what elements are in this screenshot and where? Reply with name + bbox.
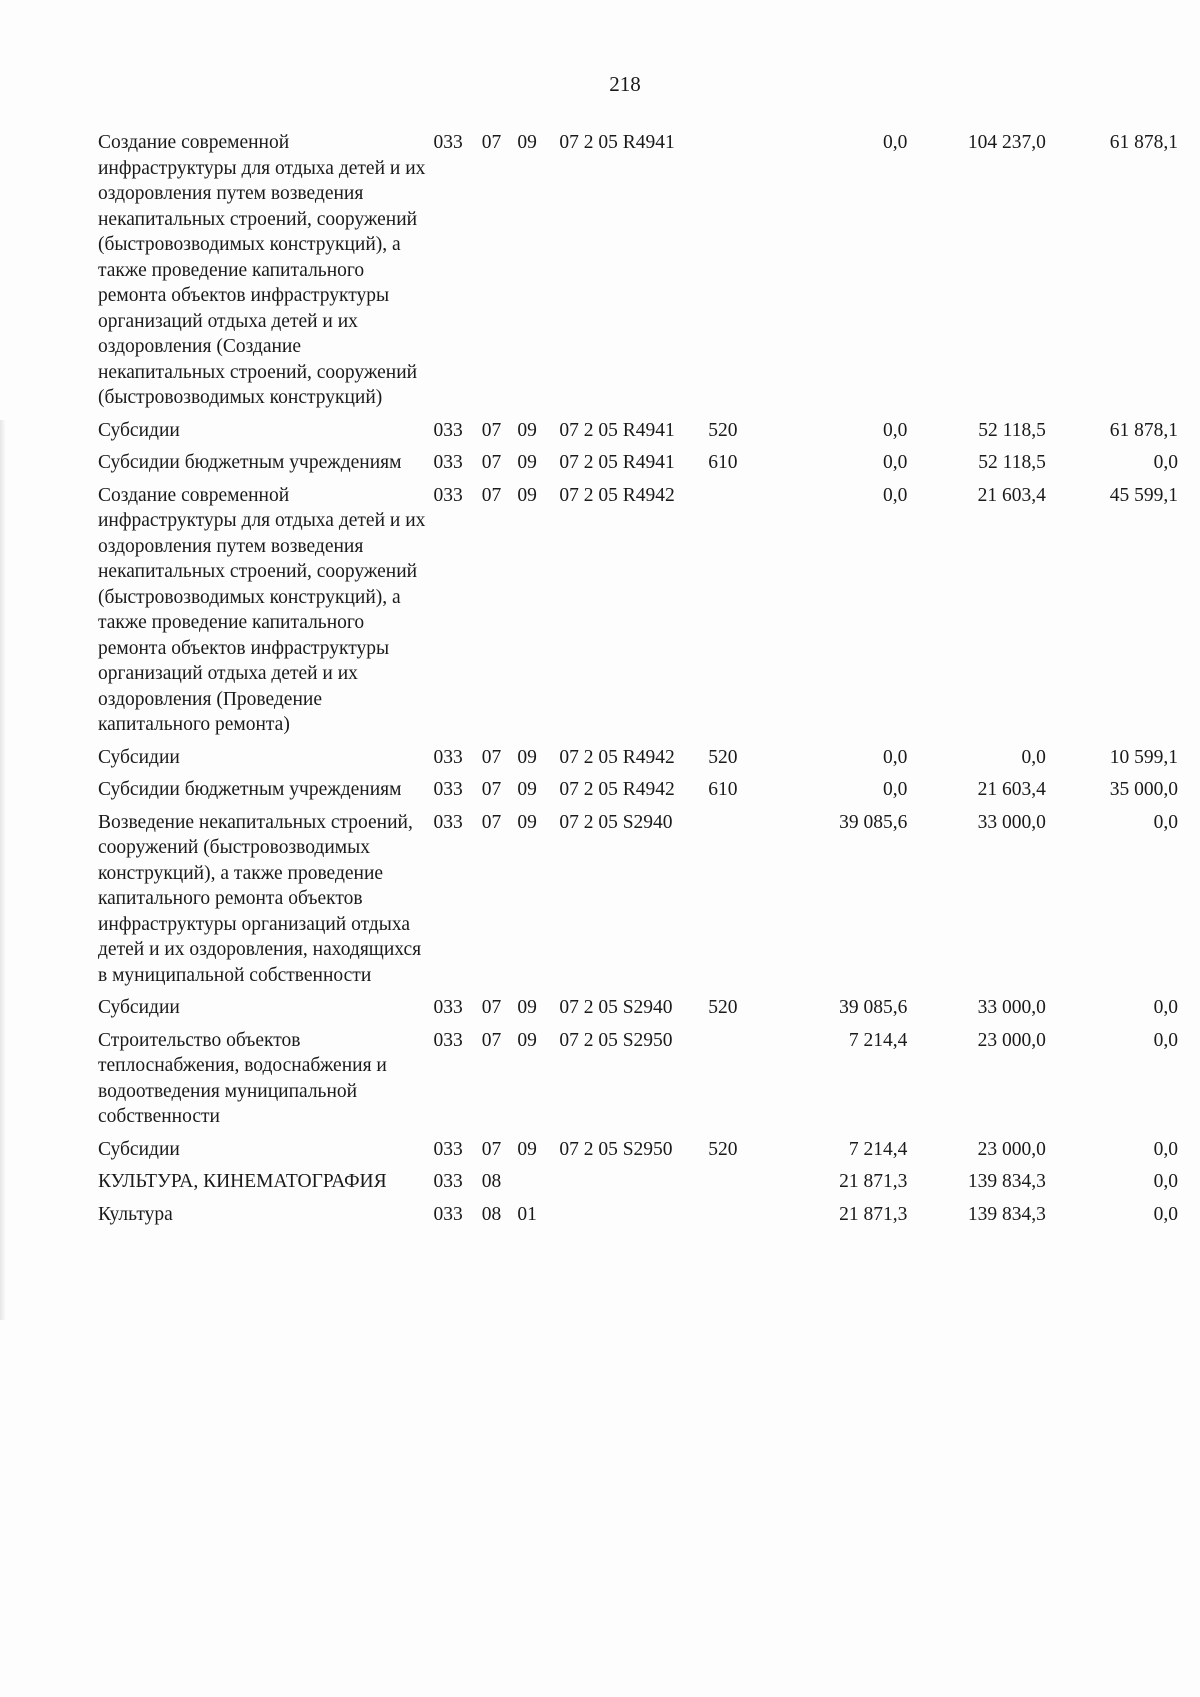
row-name: Субсидии bbox=[98, 419, 180, 441]
row-value-1: 0,0 bbox=[883, 132, 908, 153]
row-name: Культура bbox=[98, 1203, 173, 1225]
row-grbs-code: 033 bbox=[433, 1138, 463, 1160]
row-section: 07 bbox=[481, 452, 502, 473]
row-subsection: 01 bbox=[517, 1203, 537, 1225]
row-subsection: 09 bbox=[517, 997, 537, 1018]
row-expense-type: 520 bbox=[708, 1138, 738, 1160]
row-grbs-code: 033 bbox=[433, 1171, 463, 1192]
row-target-article: 07 2 05 S2950 bbox=[559, 1138, 673, 1160]
row-value-1: 0,0 bbox=[883, 746, 908, 768]
row-value-3: 0,0 bbox=[1153, 1029, 1178, 1051]
row-value-2: 33 000,0 bbox=[977, 811, 1046, 833]
table-row bbox=[98, 450, 1178, 483]
row-value-1: 39 085,6 bbox=[839, 997, 908, 1018]
row-value-1: 21 871,3 bbox=[839, 1203, 908, 1225]
table-row bbox=[98, 418, 1178, 451]
row-value-2: 52 118,5 bbox=[978, 419, 1046, 441]
row-name: Создание современной инфраструктуры для отдыха детей и их оздоровления путем возведения некапитальных строений, сооружений (быстровозводимых конструкций), а также проведение капитального ремонта объектов инфраструктуры организаций отдыха детей и их оздоровления (Проведение капитального ремонта) bbox=[98, 484, 426, 735]
row-value-2: 139 834,3 bbox=[967, 1203, 1046, 1225]
row-value-1: 0,0 bbox=[883, 419, 908, 441]
row-value-2: 139 834,3 bbox=[967, 1171, 1046, 1192]
row-expense-type bbox=[708, 810, 760, 996]
row-value-2: 23 000,0 bbox=[977, 1138, 1046, 1160]
row-name: Субсидии bbox=[98, 997, 180, 1018]
row-subsection: 09 bbox=[517, 811, 537, 833]
row-section: 07 bbox=[481, 419, 502, 441]
row-expense-type: 610 bbox=[708, 779, 738, 800]
row-grbs-code: 033 bbox=[433, 1029, 463, 1051]
row-subsection: 09 bbox=[517, 484, 537, 506]
row-subsection: 09 bbox=[517, 779, 537, 800]
row-expense-type bbox=[708, 1028, 760, 1137]
row-name: Субсидии bbox=[98, 746, 180, 768]
table-row bbox=[98, 1137, 1178, 1170]
row-value-1: 7 214,4 bbox=[848, 1138, 908, 1160]
row-value-2: 21 603,4 bbox=[977, 484, 1046, 506]
table-row bbox=[98, 995, 1178, 1028]
row-target-article: 07 2 05 R4941 bbox=[559, 132, 675, 153]
row-value-3: 0,0 bbox=[1153, 452, 1178, 473]
row-subsection: 09 bbox=[517, 132, 537, 153]
table-row bbox=[98, 777, 1178, 810]
row-grbs-code: 033 bbox=[433, 484, 463, 506]
scan-shadow bbox=[0, 420, 6, 1320]
page-number: 218 bbox=[609, 72, 641, 96]
row-target-article: 07 2 05 S2940 bbox=[559, 997, 673, 1018]
row-name: КУЛЬТУРА, КИНЕМАТОГРАФИЯ bbox=[98, 1171, 387, 1192]
row-value-1: 39 085,6 bbox=[839, 811, 908, 833]
row-value-1: 0,0 bbox=[883, 452, 908, 473]
row-section: 07 bbox=[481, 997, 502, 1018]
row-grbs-code: 033 bbox=[433, 779, 463, 800]
row-value-3: 0,0 bbox=[1153, 1138, 1178, 1160]
row-value-3: 35 000,0 bbox=[1109, 779, 1178, 800]
row-target-article: 07 2 05 R4942 bbox=[559, 484, 675, 506]
row-target-article: 07 2 05 R4941 bbox=[559, 452, 675, 473]
row-section: 07 bbox=[481, 132, 502, 153]
row-value-2: 0,0 bbox=[1021, 746, 1046, 768]
row-target-article bbox=[559, 1202, 708, 1235]
row-target-article bbox=[559, 1169, 708, 1202]
row-value-1: 0,0 bbox=[883, 779, 908, 800]
row-value-2: 104 237,0 bbox=[967, 132, 1046, 153]
row-value-3: 0,0 bbox=[1153, 1203, 1178, 1225]
row-value-3: 45 599,1 bbox=[1109, 484, 1178, 506]
budget-table bbox=[98, 130, 1178, 1234]
row-expense-type: 520 bbox=[708, 746, 738, 768]
row-target-article: 07 2 05 R4941 bbox=[559, 419, 675, 441]
row-value-3: 61 878,1 bbox=[1109, 419, 1178, 441]
row-value-3: 0,0 bbox=[1153, 811, 1178, 833]
row-section: 07 bbox=[481, 1029, 502, 1051]
table-row bbox=[98, 1202, 1178, 1235]
table-row bbox=[98, 810, 1178, 996]
row-subsection: 09 bbox=[517, 419, 537, 441]
row-section: 08 bbox=[481, 1171, 502, 1192]
row-grbs-code: 033 bbox=[433, 452, 463, 473]
row-target-article: 07 2 05 S2940 bbox=[559, 811, 673, 833]
row-section: 08 bbox=[481, 1203, 502, 1225]
row-value-3: 10 599,1 bbox=[1109, 746, 1178, 768]
row-target-article: 07 2 05 S2950 bbox=[559, 1029, 673, 1051]
table-row bbox=[98, 130, 1178, 418]
row-subsection: 09 bbox=[517, 452, 537, 473]
row-expense-type: 520 bbox=[708, 997, 738, 1018]
row-name: Субсидии бюджетным учреждениям bbox=[98, 779, 402, 800]
row-target-article: 07 2 05 R4942 bbox=[559, 779, 675, 800]
row-name: Субсидии bbox=[98, 1138, 180, 1160]
row-value-2: 21 603,4 bbox=[977, 779, 1046, 800]
row-subsection: 09 bbox=[517, 1138, 537, 1160]
row-target-article: 07 2 05 R4942 bbox=[559, 746, 675, 768]
row-expense-type bbox=[708, 483, 760, 745]
row-section: 07 bbox=[481, 779, 502, 800]
row-expense-type bbox=[708, 130, 760, 418]
row-section: 07 bbox=[481, 811, 502, 833]
row-grbs-code: 033 bbox=[433, 132, 463, 153]
row-name: Создание современной инфраструктуры для отдыха детей и их оздоровления путем возведения некапитальных строений, сооружений (быстровозводимых конструкций), а также проведение капитального ремонта объектов инфраструктуры организаций отдыха детей и их оздоровления (Создание некапитальных строений, сооружений (быстровозводимых конструкций) bbox=[98, 132, 426, 408]
row-grbs-code: 033 bbox=[433, 746, 463, 768]
row-grbs-code: 033 bbox=[433, 811, 463, 833]
row-section: 07 bbox=[481, 484, 502, 506]
row-value-2: 23 000,0 bbox=[977, 1029, 1046, 1051]
row-section: 07 bbox=[481, 746, 502, 768]
row-value-3: 0,0 bbox=[1153, 997, 1178, 1018]
row-expense-type: 520 bbox=[708, 419, 738, 441]
row-value-3: 61 878,1 bbox=[1109, 132, 1178, 153]
row-value-1: 21 871,3 bbox=[839, 1171, 908, 1192]
table-row bbox=[98, 1028, 1178, 1137]
row-name: Строительство объектов теплоснабжения, водоснабжения и водоотведения муниципальной собственности bbox=[98, 1029, 387, 1127]
row-grbs-code: 033 bbox=[433, 1203, 463, 1225]
row-grbs-code: 033 bbox=[433, 997, 463, 1018]
table-row bbox=[98, 1169, 1178, 1202]
row-expense-type bbox=[708, 1202, 760, 1235]
row-expense-type bbox=[708, 1169, 760, 1202]
row-expense-type: 610 bbox=[708, 452, 738, 473]
row-subsection: 09 bbox=[517, 746, 537, 768]
row-subsection bbox=[517, 1169, 559, 1202]
row-value-3: 0,0 bbox=[1153, 1171, 1178, 1192]
row-value-2: 33 000,0 bbox=[977, 997, 1046, 1018]
table-row bbox=[98, 745, 1178, 778]
row-grbs-code: 033 bbox=[433, 419, 463, 441]
row-name: Возведение некапитальных строений, сооружений (быстровозводимых конструкций), а также проведение капитального ремонта объектов инфраструктуры организаций отдыха детей и их оздоровления, находящихся в муниципальной собственности bbox=[98, 811, 422, 986]
row-value-1: 0,0 bbox=[883, 484, 908, 506]
row-section: 07 bbox=[481, 1138, 502, 1160]
table-row bbox=[98, 483, 1178, 745]
row-value-1: 7 214,4 bbox=[848, 1029, 908, 1051]
row-value-2: 52 118,5 bbox=[978, 452, 1046, 473]
row-name: Субсидии бюджетным учреждениям bbox=[98, 452, 402, 473]
row-subsection: 09 bbox=[517, 1029, 537, 1051]
